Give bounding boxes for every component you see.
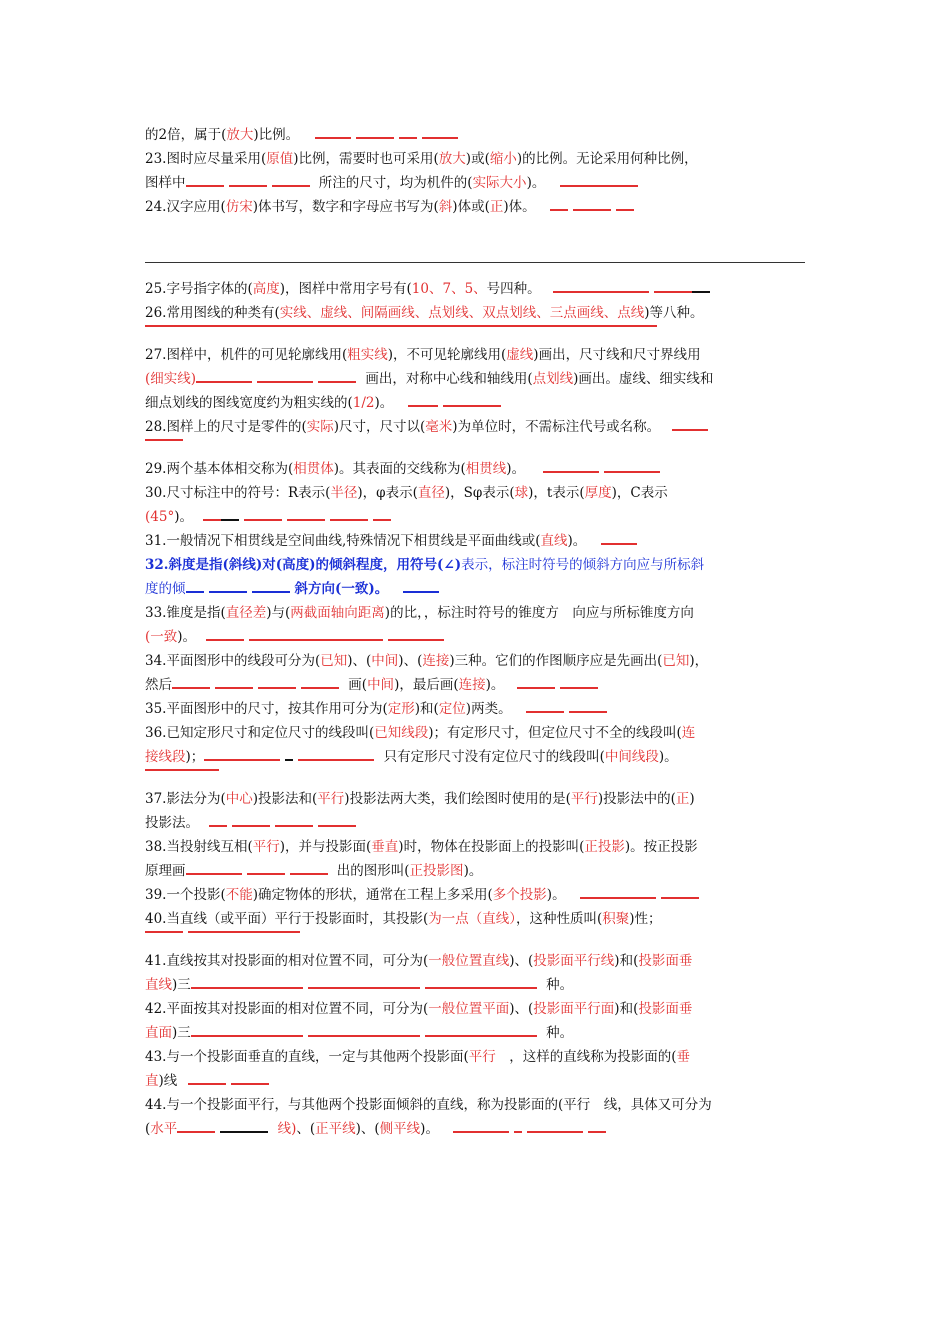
line-30a [145,481,810,505]
blank-underline [186,185,224,187]
text: )。 [485,677,505,693]
blank-underline [272,185,310,187]
blank-underline [209,825,227,827]
text: )和( [414,701,439,717]
blank-underline [318,825,356,827]
blank-underline [252,591,290,593]
text: 27.图样中，机件的可见轮廓线用( [145,347,348,363]
blank-underline [308,1035,420,1037]
text: )、( [347,653,372,669]
answer: 直面 [145,1025,172,1041]
answer: 中心 [225,791,253,807]
answer: 投影面平行线 [533,953,615,969]
blank-underline [298,759,374,761]
answer: 球 [514,485,529,501]
answer: 1/2 [352,395,375,411]
line-34b [145,673,810,697]
answer: 连接 [422,653,450,669]
text: )与( [266,605,291,621]
text: )。按正投影 [624,839,698,855]
blank-underline [526,711,564,713]
question-list [145,123,810,1141]
answer: 直 [145,1073,159,1089]
text: )为单位时，不需标注代号或名称。 [452,419,661,435]
answer: 仿宋 [225,199,253,215]
answer: 连 [681,725,696,741]
text: 41.直线按其对投影面的相对位置不同，可分为( [145,953,429,969]
blank-underline [145,439,183,441]
line-28-underline [145,439,810,447]
text: )，图样中常用字号有( [279,281,412,297]
text: 号四种。 [486,281,541,297]
blank-underline [425,1035,537,1037]
line-38a [145,835,810,859]
answer: 多个投影 [492,887,547,903]
text: )。 [658,749,678,765]
blank-underline [191,987,303,989]
highlight-text: 斜方向(一致)。 [294,581,389,597]
text: 29.两个基本体相交称为( [145,461,294,477]
text: )，Sφ表示( [444,485,515,501]
answer: 接线段 [145,749,186,765]
answer: 平行 [570,791,598,807]
text: )三 [172,1025,191,1041]
blank-underline [550,209,568,211]
line-40-underline [145,931,810,939]
blank-underline [249,639,383,641]
text: )， [689,653,709,669]
line-26-underline [145,325,810,333]
line-40 [145,907,810,931]
text: 然后 [145,677,172,693]
answer: 不能 [225,887,253,903]
answer: 线) [273,1121,297,1137]
blank-underline [203,519,221,521]
line-22 [145,123,810,147]
text: )尺寸，尺寸以( [333,419,426,435]
line-27c [145,391,810,415]
answer: 直线 [145,977,172,993]
blank-underline [188,931,300,933]
answer: 10、7、5、 [411,281,487,297]
line-43a [145,1045,810,1069]
text: )比例。 [253,127,300,143]
blank-underline [604,471,660,473]
answer: 正投影图 [409,863,464,879]
text: ( [145,371,151,387]
line-41b [145,973,810,997]
text: )确定物体的形状，通常在工程上多采用( [252,887,493,903]
answer: 中间 [367,677,395,693]
answer: 直径差 [225,605,267,621]
blank-underline [220,1131,268,1133]
text: )；有定形尺寸，但定位尺寸不全的线段叫( [428,725,682,741]
line-35 [145,697,810,721]
line-30b [145,505,810,529]
blank-underline [287,519,325,521]
blank-underline [315,137,351,139]
blank-underline [318,381,356,383]
line-38b [145,859,810,883]
text: )。 [174,509,193,525]
text: 画( [344,677,368,693]
blank-underline [186,591,204,593]
line-44a [145,1093,810,1117]
blank-underline [244,519,282,521]
text: 的2倍，属于( [145,127,227,143]
blank-underline [517,687,555,689]
answer: 放大 [226,127,254,143]
answer: 定形 [387,701,415,717]
text: )体。 [503,199,536,215]
text: )。 [177,629,197,645]
blank-underline [196,381,252,383]
text: 35.平面图形中的尺寸，按其作用可分为( [145,701,388,717]
text: )。 [506,461,526,477]
answer: 投影面垂 [638,1001,693,1017]
blank-underline [247,873,285,875]
line-27a [145,343,810,367]
text: 44.与一个投影面平行，与其他两个投影面倾斜的直线，称为投影面的(平行 线，具体又可分为 [145,1097,712,1113]
answer: 一致 [150,629,178,645]
answer: 斜 [438,199,453,215]
highlight-text: 32.斜度是指(斜线)对(高度)的倾斜程度，用符号(∠) [145,557,462,573]
text: )画出。虚线、细实线和 [573,371,714,387]
text: )、( [355,1121,380,1137]
answer: 连接 [458,677,486,693]
text: )体书写，数字和字母应书写为( [252,199,439,215]
text: )、( [509,1001,534,1017]
blank-underline [425,987,537,989]
text: )、( [398,653,423,669]
blank-underline [543,471,599,473]
answer: 实际大小 [472,175,527,191]
text: 42.平面按其对投影面的相对位置不同，可分为( [145,1001,429,1017]
blank-underline [661,897,699,899]
text: 39.一个投影( [145,887,226,903]
page-divider [145,262,805,263]
text: )、( [509,953,534,969]
blank-underline [215,687,253,689]
text: )的比例。无论采用何种比例， [516,151,698,167]
text: 24.汉字应用( [145,199,226,215]
answer: 一般位置平面 [428,1001,510,1017]
blank-underline [177,1131,215,1133]
blank-underline [285,759,293,761]
blank-underline [569,711,607,713]
line-42a [145,997,810,1021]
answer: 已知线段 [374,725,429,741]
text: 43.与一个投影面垂直的直线，一定与其他两个投影面( [145,1049,469,1065]
blank-underline [330,519,368,521]
text: ( [145,629,151,645]
text: 34.平面图形中的线段可分为( [145,653,321,669]
blank-underline [232,825,270,827]
line-27b [145,367,810,391]
text: )，并与投影面( [279,839,372,855]
blank-underline [527,1131,583,1133]
blank-underline [301,687,339,689]
text: 种。 [541,977,574,993]
blank-underline [186,873,242,875]
text: 投影法。 [145,815,199,831]
text: ) [689,791,695,807]
line-43b [145,1069,810,1093]
highlight-text: 表示，标注时符号的倾斜方向应与所标斜 [461,557,705,573]
blank-underline [553,291,649,293]
text: 只有定形尺寸没有定位尺寸的线段叫( [379,749,605,765]
text: )，t表示( [528,485,585,501]
text: )体或( [452,199,490,215]
text: ( [145,509,151,525]
answer: 正平线 [315,1121,356,1137]
answer: 厚度 [584,485,612,501]
answer: 定位 [438,701,466,717]
blank-underline [616,209,634,211]
text: )时，物体在投影面上的投影叫( [398,839,585,855]
answer: 高度 [252,281,280,297]
text: )或( [465,151,490,167]
line-32a [145,553,810,577]
answer: 虚线 [506,347,534,363]
blank-underline [308,987,420,989]
line-42b [145,1021,810,1045]
text: ，这样的直线称为投影面的( [495,1049,677,1065]
answer: 45° [150,509,175,525]
blank-underline [514,1131,522,1133]
line-23a [145,147,810,171]
text: )两类。 [465,701,512,717]
answer: 投影面平行面 [533,1001,615,1017]
blank-underline [580,897,656,899]
blank-underline [188,1083,226,1085]
answer: 投影面垂 [638,953,693,969]
blank-underline [692,291,710,293]
line-26 [145,301,810,325]
text: )。其表面的交线称为( [333,461,466,477]
text: 图样中 [145,175,186,191]
answer: 原值 [266,151,294,167]
blank-underline [229,185,267,187]
blank-underline [560,185,638,187]
text: )，φ表示( [357,485,418,501]
line-33b [145,625,810,649]
blank-underline [388,639,444,641]
blank-underline [209,591,247,593]
answer: 直线 [540,533,568,549]
answer: 侧平线 [379,1121,421,1137]
blank-underline [399,137,417,139]
text: )； [185,749,205,765]
blank-underline [403,591,439,593]
text: ，这种性质叫( [516,911,603,927]
line-37a [145,787,810,811]
line-36a [145,721,810,745]
blank-underline [453,1131,509,1133]
blank-underline [408,405,438,407]
answer: 相贯线 [465,461,507,477]
answer: 细实线 [150,371,191,387]
line-32b [145,577,810,601]
text: 出的图形叫( [332,863,410,879]
text: )等八种。 [644,305,704,321]
text: )。 [526,175,546,191]
text: 38.当投射线互相( [145,839,253,855]
line-37b [145,811,810,835]
blank-underline [573,209,611,211]
answer: 平行 [468,1049,496,1065]
highlight-text: 度的倾 [145,581,186,597]
text: )，最后画( [394,677,459,693]
blank-underline [221,519,239,521]
text: 31.一般情况下相贯线是空间曲线,特殊情况下相贯线是平面曲线或( [145,533,541,549]
answer: 已知 [320,653,348,669]
text: )。 [546,887,566,903]
blank-underline [206,639,244,641]
text: 种。 [541,1025,574,1041]
text: 26.常用图线的种类有( [145,305,280,321]
line-36b [145,745,810,769]
blank-underline [588,1131,606,1133]
text: )性； [629,911,662,927]
blank-underline [275,825,313,827]
text: 所注的尺寸，均为机件的( [314,175,473,191]
blank-underline [145,931,183,933]
text: 原理画 [145,863,186,879]
line-29 [145,457,810,481]
answer: 两截面轴向距离 [290,605,385,621]
text: ) [190,371,197,387]
blank-underline [172,687,210,689]
blank-underline [258,687,296,689]
line-24 [145,195,810,219]
text: 37.影法分为( [145,791,226,807]
answer: 平行 [317,791,345,807]
blank-underline [601,543,637,545]
text: )的比，，标注时符号的锥度方 向应与所标锥度方向 [384,605,694,621]
text: )线 [158,1073,178,1089]
blank-underline [443,405,501,407]
answer: 相贯体 [293,461,334,477]
text: )投影法中的( [597,791,676,807]
text: )三种。它们的作图顺序应是先画出( [449,653,663,669]
text: )画出，尺寸线和尺寸界线用 [533,347,701,363]
answer: 垂直 [371,839,399,855]
blank-underline [290,873,328,875]
answer: 一般位置直线 [428,953,510,969]
text: 30.尺寸标注中的符号：R表示( [145,485,331,501]
text: )。 [374,395,394,411]
text: )，C表示 [611,485,668,501]
blank-underline [257,381,313,383]
answer: 正 [489,199,504,215]
line-33a [145,601,810,625]
line-41a [145,949,810,973]
text: )和( [614,953,639,969]
answer: 垂 [676,1049,691,1065]
text: )。 [567,533,587,549]
text: 33.锥度是指( [145,605,226,621]
blank-underline [672,429,708,431]
blank-underline [191,1035,303,1037]
blank-underline [422,137,458,139]
answer: 已知 [662,653,690,669]
answer: 毫米 [425,419,453,435]
line-23b [145,171,810,195]
text: )比例，需要时也可采用( [293,151,439,167]
text: )投影法和( [252,791,318,807]
line-34a [145,649,810,673]
line-44b [145,1117,810,1141]
answer: 点划线 [532,371,574,387]
answer: 放大 [438,151,466,167]
blank-underline [204,759,280,761]
text: 画出，对称中心线和轴线用( [361,371,533,387]
answer: 粗实线 [347,347,388,363]
answer: 平行 [252,839,280,855]
text: 40.当直线（或平面）平行于投影面时，其投影( [145,911,429,927]
line-36-underline [145,769,810,777]
answer: 中间线段 [604,749,659,765]
text: 、( [296,1121,316,1137]
blank-underline [560,687,598,689]
text: )。 [463,863,483,879]
answer: 实际 [306,419,334,435]
blank-underline [145,769,219,771]
text: 细点划线的图线宽度约为粗实线的( [145,395,353,411]
line-25 [145,277,810,301]
line-39 [145,883,810,907]
answer: 实线、虚线、间隔画线、点划线、双点划线、三点画线、点线 [279,305,645,321]
blank-underline [231,1083,269,1085]
answer: 水平 [150,1121,178,1137]
answer: 正投影 [584,839,625,855]
answer: 为一点（直线） [428,911,516,927]
answer: 正 [675,791,690,807]
answer: 中间 [371,653,399,669]
text: ( [145,1121,151,1137]
blank-underline [373,519,391,521]
text: )，不可见轮廓线用( [387,347,507,363]
answer: 缩小 [489,151,517,167]
line-28 [145,415,810,439]
text: )和( [614,1001,639,1017]
text: 25.字号指字体的( [145,281,253,297]
answer: 半径 [330,485,358,501]
text: 28.图样上的尺寸是零件的( [145,419,307,435]
answer: 直径 [417,485,445,501]
answer: 积聚 [602,911,630,927]
text: )三 [172,977,191,993]
text: 36.已知定形尺寸和定位尺寸的线段叫( [145,725,375,741]
text: )投影法两大类，我们绘图时使用的是( [344,791,571,807]
text: )。 [420,1121,439,1137]
line-31 [145,529,810,553]
blank-underline [654,291,692,293]
text: 23.图时应尽量采用( [145,151,267,167]
blank-underline [145,325,657,327]
blank-underline [356,137,394,139]
